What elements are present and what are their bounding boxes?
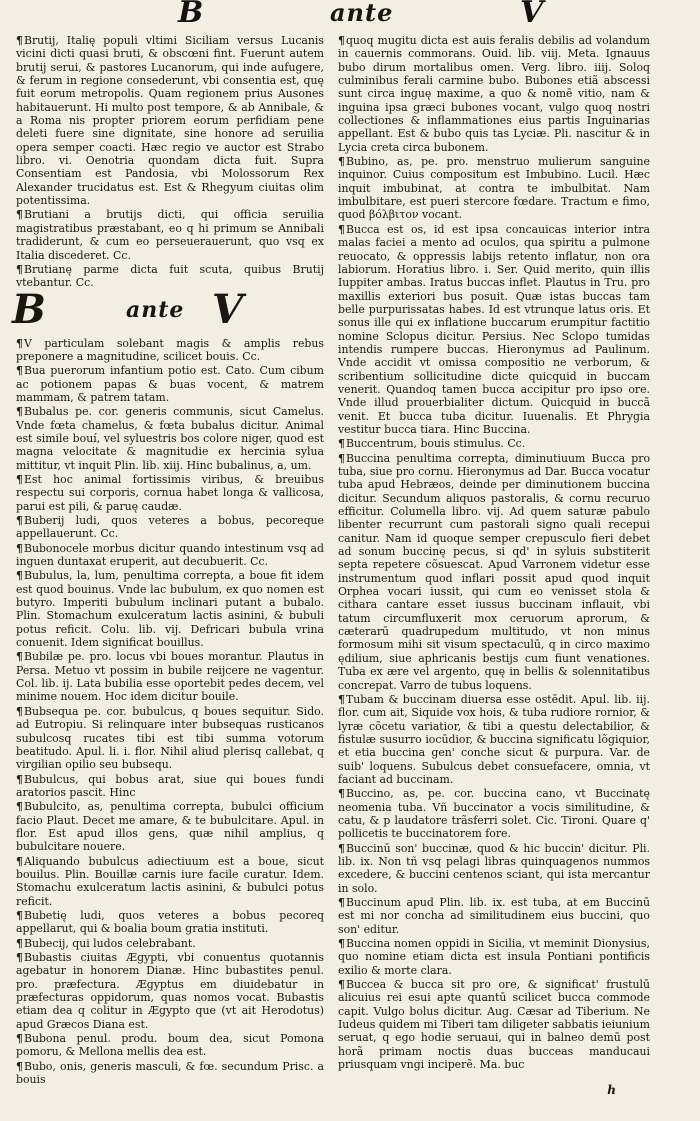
dictionary-entry: ¶quoq mugitu dicta est auis feralis debilis ad volandum in cauernis commorans. Ouid. lib. viij. Meta. Ignauus bubo dirum mortalibus omen. Verg. libro. iiij. Soloq culminibus ferali carmine bubo. Bubones etiã abscessi sunt circa inguę maxime, a quo & nomē vitio, nam & inguina ipsa græci bubones vocant, vulgo quoq nostri collectiones & inflammationes eius partis Inguinarias appellant. Est & bubo quis tas Lyciæ. Pli. nascitur & in Lycia creta circa bubonem. (338, 34, 650, 154)
pilcrow-icon: ¶ (16, 951, 23, 964)
dictionary-entry: ¶Bubalus pe. cor. generis communis, sicut Camelus. Vnde fœta chamelus, & fœta bubalus dicitur. Animal est simile bouí, vel syluestris bos colore niger, quod est magna velocitate & magnitudie ex hercinia sylua mittitur, vt inquit Plin. lib. xiij. Hinc bubalinus, a, um. (16, 405, 324, 472)
section-heading-right-letter: V (212, 285, 244, 333)
pilcrow-icon: ¶ (16, 650, 23, 664)
pilcrow-icon: ¶ (338, 787, 345, 801)
dictionary-entry: ¶Brutianę parme dicta fuit scuta, quibus Brutij vtebantur. Cc. (16, 262, 324, 290)
pilcrow-icon: ¶ (16, 514, 23, 527)
pilcrow-icon: ¶ (16, 1032, 23, 1046)
running-head-word: ante (330, 0, 394, 27)
section-heading (12, 285, 324, 333)
dictionary-entry: ¶Bua puerorum infantium potio est. Cato. Cum cibum ac potionem papas & buas vocent, & matrem mammam, & patrem tatam. (16, 364, 324, 404)
dictionary-entry: ¶Bucca est os, id est ipsa concauicas interior intra malas faciei a mento ad oculos, qua spiritu a pulmone reuocato, & oppressis labijs retento inflatur, non ora labiorum. Horatius libro. i. Ser. Quid merito, quin illis Iuppiter ambas. Iratus buccas inflet. Plautus in Tru. pro maxillis exteriori bus posuit. Quæ istas buccas tam belle purpurissatas habes. Id est vtrunque latus oris. Et sonus ille qui ex inflatione buccarum erumpitur factitio nomine Sclopus dicitur. Persius. Nec Sclopo tumidas intendis rumpere buccas. Hieronymus ad Paulinum. Vnde accidit vt omissa compositio ne verborum, & scribentium sollicitudine dicte quicquid in buccam venerit. Quandoq tamen bucca accipitur pro ipso ore. Vnde illud prouerbialiter dictum. Quicquid in buccã venit. Et bucca tuba dicitur. Iuuenalis. Et Phrygia vestitur bucca tiara. Hinc Buccina. (338, 222, 650, 436)
dictionary-entry: ¶Bubetię ludi, quos veteres a bobus pecoreq appellarut, qui & boalia boum gratia instituti. (16, 908, 324, 936)
dictionary-entry: ¶Buberij ludi, quos veteres a bobus, pecoreque appellauerunt. Cc. (16, 514, 324, 541)
pilcrow-icon: ¶ (338, 692, 345, 706)
right-entries (338, 34, 650, 1071)
right-column (338, 34, 650, 1071)
pilcrow-icon: ¶ (16, 772, 23, 786)
pilcrow-icon: ¶ (338, 896, 345, 909)
pilcrow-icon: ¶ (16, 936, 23, 950)
pilcrow-icon: ¶ (338, 437, 345, 451)
pilcrow-icon: ¶ (338, 841, 345, 855)
running-head-letter-left: B (178, 0, 204, 30)
dictionary-entry: ¶Buccino, as, pe. cor. buccina cano, vt Buccinatę neomenia tuba. Vñ buccinator a vocis similitudine, & catu, & p laudatore trãsferri solet. Cic. Tironi. Quare q' pollicetis te buccinatorem fore. (338, 787, 650, 841)
dictionary-entry: ¶Buccentrum, bouis stimulus. Cc. (338, 437, 526, 451)
dictionary-entry: ¶Bubulcus, qui bobus arat, siue qui boues fundi aratorios pascit. Hinc (16, 772, 324, 799)
dictionary-entry: ¶Bubonocele morbus dicitur quando intestinum vsq ad inguen duntaxat eruperit, aut decubuerit. Cc. (16, 541, 324, 569)
running-head (0, 0, 700, 30)
dictionary-entry: ¶Bubona penul. produ. boum dea, sicut Pomona pomoru, & Mellona mellis dea est. (16, 1032, 324, 1059)
dictionary-entry: ¶Bubsequa pe. cor. bubulcus, q boues sequitur. Sido. ad Eutropiu. Si relinquare inter bubsequas rusticanos subulcosq rucates tibi est tibi summa votorum beatitudo. Apul. li. i. flor. Nihil aliud plerisq callebat, q virgilian opilio seu bubsequ. (16, 704, 324, 772)
pilcrow-icon: ¶ (338, 451, 345, 465)
pilcrow-icon: ¶ (16, 405, 23, 419)
pilcrow-icon: ¶ (16, 34, 23, 47)
pilcrow-icon: ¶ (16, 800, 23, 814)
pilcrow-icon: ¶ (16, 541, 23, 555)
dictionary-entry: ¶Buccina nomen oppidi in Sicilia, vt meminit Dionysius, quo nomine etiam dicta est insula Pontiani pontificis exilio & morte clara. (338, 937, 650, 977)
pilcrow-icon: ¶ (16, 472, 23, 486)
dictionary-entry: ¶Tubam & buccinam diuersa esse ostēdit. Apul. lib. iij. flor. cum ait, Siquide vox hois, & tuba rudiore rornior, & lyræ cõcetu variatior, & tibi a questu delectabilior, & fistulæ susurro iocūdior, & buccina significatu lõgiquior, et etia buccina gen' conche sicut & purpura. Var. de suib' loquens. Subulcus debet consuefacere, omnia, vt faciant ad buccinam. (338, 692, 650, 786)
pilcrow-icon: ¶ (338, 34, 345, 47)
dictionary-entry: ¶Bubino, as, pe. pro. menstruo mulierum sanguine inquinor. Cuius compositum est Imbubino. Lucil. Hæc inquit imbubinat, at contra te imbulbitat. Nam imbulbitare, est pueri stercore fœdare. Tractum e fimo, quod βόλβιτον vocant. (338, 155, 650, 222)
dictionary-entry: ¶Bubulus, la, lum, penultima correpta, a boue fit idem est quod bouinus. Vnde lac bubulum, ex quo nomen est butyro. Imperiti bubulum inclinari putant a bubalo. Plin. Stomachum exulceratum lactis asinini, & bubuli potus reficit. Colu. lib. vij. Defricari bubula vrina conuenit. Idem significat bouillus. (16, 569, 324, 650)
pilcrow-icon: ¶ (16, 364, 23, 378)
running-head-letter-right: V (520, 0, 544, 30)
pilcrow-icon: ¶ (338, 937, 345, 951)
pilcrow-icon: ¶ (16, 262, 23, 276)
dictionary-entry: ¶V particulam solebant magis & amplis rebus preponere a magnitudine, scilicet bouis. Cc. (16, 336, 324, 363)
dictionary-entry: ¶Est hoc animal fortissimis viribus, & breuibus respectu sui corporis, cornua habet longa & vallicosa, parui est pili, & paruę caudæ. (16, 472, 324, 513)
pilcrow-icon: ¶ (338, 222, 345, 236)
left-column (12, 34, 324, 1087)
dictionary-entry: ¶Bubo, onis, generis masculi, & fœ. secundum Prisc. a bouis (16, 1059, 324, 1087)
dictionary-entry: ¶Bubilæ pe. pro. locus vbi boues morantur. Plautus in Persa. Metuo vt possim in bubile reijcere ne vagentur. Col. lib. ij. Lata bubilia esse oportebit pedes decem, vel minime nouem. Hoc idem dicitur bouile. (16, 650, 324, 704)
left-top-entries (16, 34, 324, 290)
dictionary-entry: ¶Brutiani a brutijs dicti, qui officia seruilia magistratibus præstabant, eo q hi primum se Annibali tradiderunt, & cum eo perseuerauerunt, quo vsq ex Italia discederet. Cc. (16, 208, 324, 262)
pilcrow-icon: ¶ (16, 704, 23, 718)
dictionary-entry: ¶Aliquando bubulcus adiectiuum est a boue, sicut bouilus. Plin. Bouillæ carnis iure facile curatur. Idem. Stomachu exulceratum lactis asinini, & bubulci potus reficit. (16, 854, 324, 908)
section-heading-word: ante (126, 296, 185, 323)
pilcrow-icon: ¶ (16, 1059, 23, 1073)
dictionary-entry: ¶Bubastis ciuitas Ægypti, vbi conuentus quotannis agebatur in honorem Dianæ. Hinc bubastites penul. pro. præfectura. Ægyptus em diuidebatur in præfecturas oppidorum, quas nomos vocat. Bubastis etiam dea q colitur in Ægypto que (vt ait Herodotus) apud Græcos Diana est. (16, 951, 324, 1031)
signature-mark: h (607, 1083, 616, 1097)
dictionary-entry: ¶Buccina penultima correpta, diminutiuum Bucca pro tuba, siue pro cornu. Hieronymus ad Dar. Bucca vocatur tuba apud Hebræos, deinde per diminutionem buccina dicitur. Secundum aliquos pastoralis, & cornu recuruo efficitur. Columella libro. vij. Ad quem saturæ pabulo libenter recurrunt cum pastorali signo quali recepui canitur. Nam id quoque semper crepusculo fieri debet ad sonum buccinę pecus, si qd' in syluis substiterit septa repetere cõsuescat. Apud Varronem videtur esse instrumentum quod inflari possit apud quod inquit Orphea vocari iussit, qui cum eo venisset stola & cithara cantare esset iussus buccinam inflauit, vbi tatum circumfluxerit mox ceruorum aprorum, & cæterarū quadrupedum multitudo, vt non minus formosum mihi sit visum spectaculū, q in circo maximo ędilium, siue aphricanis bestijs cum fiunt venationes. Tuba ex ære vel argento, quę in bellis & solennitatibus concrepat. Varro de tubus loquens. (338, 451, 650, 692)
pilcrow-icon: ¶ (16, 908, 23, 922)
section-heading-letter: B (12, 285, 46, 333)
dictionary-entry: ¶Buccinum apud Plin. lib. ix. est tuba, at em Buccinū est mi nor concha ad similitudinem eius buccini, quo son' editur. (338, 896, 650, 936)
pilcrow-icon: ¶ (16, 854, 23, 868)
pilcrow-icon: ¶ (16, 336, 23, 350)
pilcrow-icon: ¶ (338, 978, 345, 992)
dictionary-entry: ¶Bubulcito, as, penultima correpta, bubulci officium facio Plaut. Decet me amare, & te bubulcitare. Apul. in flor. Est apud illos gens, quæ nihil amplius, q bubulcitare nouere. (16, 800, 324, 854)
pilcrow-icon: ¶ (338, 155, 345, 169)
dictionary-entry: ¶Buccinū son' buccinæ, quod & hic buccin' dicitur. Pli. lib. ix. Non tñ vsq pelagi libras quinquagenos nummos excedere, & buccini centenos sciant, qui ista mercantur in solo. (338, 841, 650, 895)
pilcrow-icon: ¶ (16, 569, 23, 583)
left-bottom-entries (16, 337, 324, 1087)
pilcrow-icon: ¶ (16, 208, 23, 222)
dictionary-entry: ¶Buccea & bucca sit pro ore, & significat' frustulū alicuius rei esui apte quantū scilicet bucca commode capit. Vulgo bolus dicitur. Aug. Cæsar ad Tiberium. Ne Iudeus quidem mi Tiberi tam diligeter sabbatis ieiunium seruat, q ego hodie seruaui, qui in balneo demū post horã primam noctis duas bucceas manducaui priusquam vngi inciperẽ. Ma. buc (338, 978, 650, 1072)
dictionary-entry: ¶Bubecij, qui ludos celebrabant. (16, 936, 196, 950)
dictionary-entry: ¶Brutij, Italię populi vltimi Siciliam versus Lucanis vicini dicti quasi bruti, & obscœni fint. Fuerunt autem brutij serui, & pastores Lucanorum, qui inde aufugere, & ferum in regione consederunt, vbi consentia est, quę fuit eorum metropolis. Quam regionem prius Ausones habitauerunt. Hi multo post tempore, & ab Annibale, & a Roma nis propter priorem eorum perfidiam pene deleti fuere sine dignitate, sine honore ad seruilia opera semper coacti. Hæc regio ve auctor est Strabo libro. vi. Oenotria quondam dicta fuit. Supra Consentiam est Pandosia, vbi Molossorum Rex Alexander trucidatus est. Est & Rhegyum ciuitas olim potentissima. (16, 34, 324, 208)
